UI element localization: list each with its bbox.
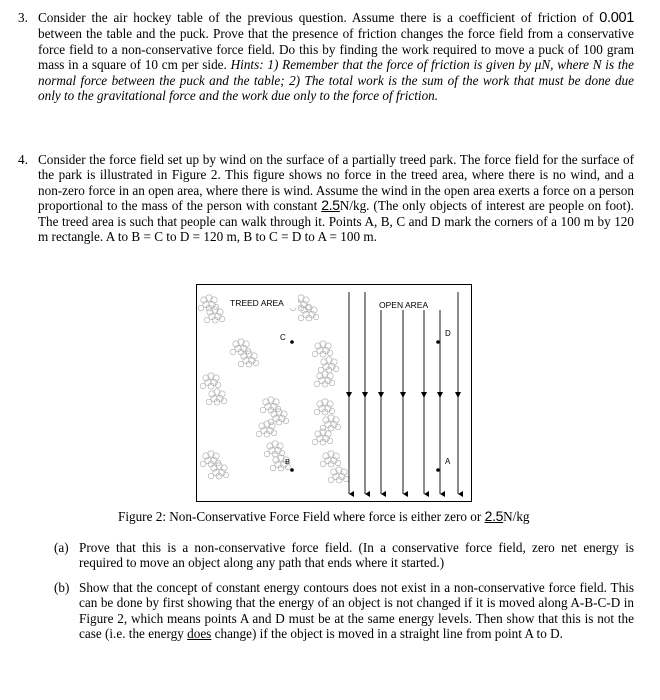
figure-2-caption	[118, 508, 530, 525]
q4-text-1: Consider the force field set up by wind on the surface of a partially treed park. The force field for the surface of the park is illustrated in Figure 2. This figure shows no force in the treed area, where there is no wind, and a non-zero force in an open area, where there is wind. Assume the wind in the open area exerts a force on a person proportional to the mass of the person with constant	[38, 152, 634, 214]
point-d-label: D	[445, 329, 451, 338]
q3-text-2: between the table and the puck. Prove that the presence of friction changes the force field from a conservative force field to a non-conservative force field. Do this by finding the work required to move a puck of 100 gram mass in a square of 10 cm per side.	[38, 26, 634, 73]
figure-2-force-field	[196, 284, 472, 502]
question-3-text	[38, 10, 634, 103]
part-a-label: (a)	[54, 540, 69, 555]
q3-text-1: Consider the air hockey table of the previous question. Assume there is a coefficient of friction of	[38, 10, 600, 25]
part-b-emphasis-does: does	[187, 626, 212, 642]
point-d-marker	[436, 340, 440, 344]
caption-constant-handwritten: 2.5	[484, 508, 504, 524]
part-b-text-1: Show that the concept of constant energy contours does not exist in a non-conservative force field. This can be done by first showing that the energy of an object is not changed if it is moved along A-B-C-D in Figure 2, which means points A and D must be at the same energy levels. Then show that this is not the case (i.e. the energy	[79, 580, 634, 642]
question-4-text	[38, 152, 634, 244]
part-b-label: (b)	[54, 580, 70, 595]
question-number: 4.	[18, 152, 28, 167]
part-b-text-2: change) if the object is moved in a straight line from point A to D.	[211, 626, 563, 642]
caption-text-1: Figure 2: Non-Conservative Force Field where force is either zero or	[118, 509, 485, 524]
point-b-label: B	[285, 457, 291, 466]
point-b-marker	[290, 468, 294, 472]
treed-area-label: TREED AREA	[230, 298, 284, 308]
part-b	[56, 580, 634, 642]
point-a-marker	[436, 468, 440, 472]
point-c-marker	[290, 340, 294, 344]
wind-constant-handwritten: 2.5	[321, 197, 340, 214]
point-a-label: A	[445, 457, 451, 466]
question-number: 3.	[18, 10, 28, 25]
part-b-text	[79, 580, 634, 642]
part-a	[56, 540, 634, 571]
part-a-text: Prove that this is a non-conservative force field. (In a conservative force field, zero net energy is required to move an object along any path that ends where it started.)	[79, 540, 634, 571]
caption-text-2: N/kg	[503, 509, 530, 524]
friction-coefficient-handwritten: 0.001	[599, 10, 634, 26]
q4-text-2: N/kg. (The only objects of interest are people on foot). The treed area is such that people can walk through it. Points A, B, C and D mark the corners of a 100 m by 120 m rectangle. A to B = C to D = 120 m, B to C = D to A = 100 m.	[38, 198, 634, 245]
q3-hints: Hints: 1) Remember that the force of friction is given by μN, where N is the normal force between the puck and the table; 2) The total work is the sum of the work that must be done due only to the gravitational force and the work due only to the force of friction.	[38, 57, 634, 104]
tree-cluster-icons	[198, 295, 349, 483]
open-area-label: OPEN AREA	[379, 300, 429, 310]
question-4	[18, 152, 634, 245]
point-c-label: C	[280, 333, 286, 342]
question-3	[18, 10, 634, 104]
